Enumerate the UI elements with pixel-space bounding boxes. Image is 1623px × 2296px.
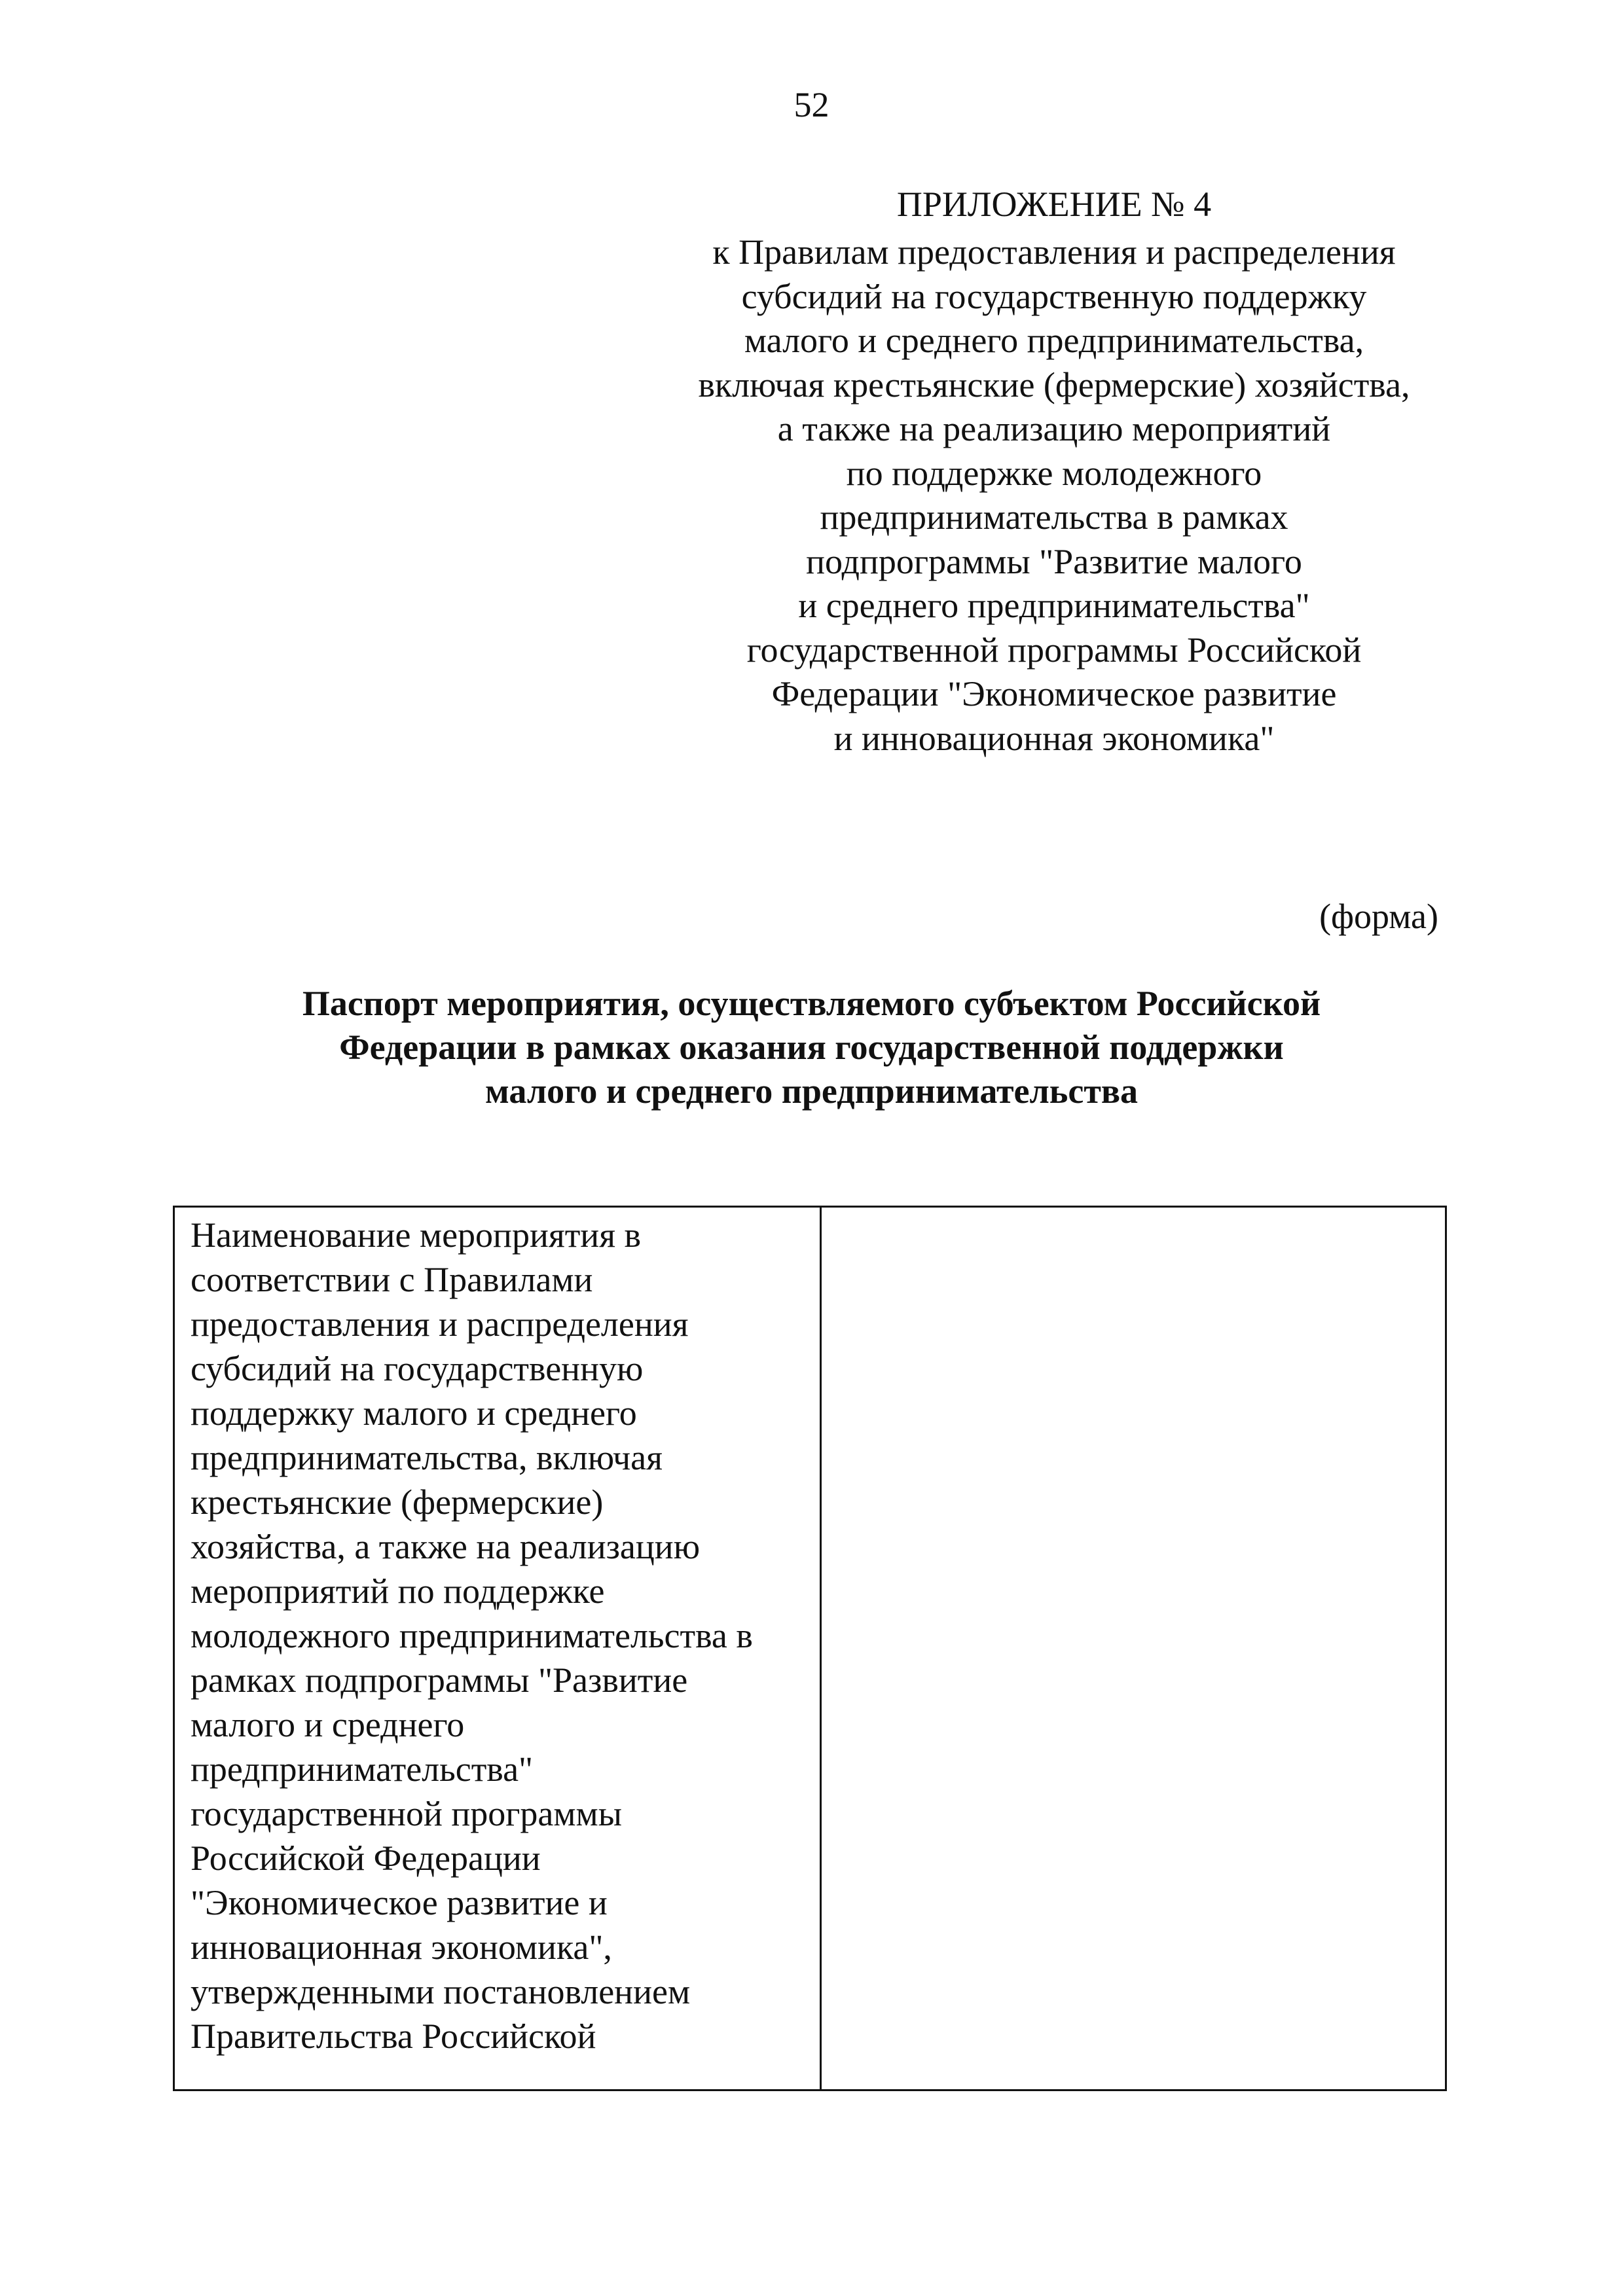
appendix-line: субсидий на государственную поддержку (741, 276, 1367, 316)
appendix-block (615, 178, 1493, 761)
passport-table (173, 1206, 1447, 2091)
document-title-line: Паспорт мероприятия, осуществляемого субъектом Российской (302, 984, 1321, 1023)
table-cell-line: государственной программы (191, 1794, 622, 1833)
appendix-line: подпрограммы "Развитие малого (806, 541, 1302, 581)
table-cell-line: крестьянские (фермерские) (191, 1482, 604, 1522)
appendix-line: государственной программы Российской (746, 630, 1362, 670)
appendix-line: и инновационная экономика" (833, 718, 1275, 758)
form-note: (форма) (1319, 897, 1438, 936)
table-cell-line: молодежного предпринимательства в (191, 1616, 753, 1655)
table-cell-line: поддержку малого и среднего (191, 1393, 637, 1433)
document-title (0, 982, 1623, 1113)
page-number: 52 (793, 85, 830, 124)
table-cell-line: соответствии с Правилами (191, 1260, 593, 1299)
table-cell-line: утвержденными постановлением (191, 1972, 691, 2011)
document-title-line: малого и среднего предпринимательства (484, 1071, 1139, 1111)
table-cell-line: мероприятий по поддержке (191, 1571, 605, 1611)
appendix-line: а также на реализацию мероприятий (777, 409, 1331, 448)
table-cell-line: Российской Федерации (191, 1839, 541, 1878)
appendix-line: и среднего предпринимательства" (798, 586, 1310, 625)
appendix-line: к Правилам предоставления и распределения (712, 232, 1396, 272)
table-cell-line: предпринимательства, включая (191, 1438, 663, 1477)
appendix-line: Федерации "Экономическое развитие (771, 674, 1337, 713)
table-cell-event-name-label (175, 1208, 822, 2089)
appendix-line: включая крестьянские (фермерские) хозяйства, (698, 365, 1410, 404)
table-cell-line: хозяйства, а также на реализацию (191, 1527, 701, 1566)
table-cell-line: "Экономическое развитие и (191, 1883, 608, 1922)
appendix-line: предпринимательства в рамках (820, 497, 1288, 537)
table-cell-event-name-value (822, 1208, 1445, 2089)
table-cell-line: малого и среднего (191, 1705, 465, 1744)
table-cell-line: рамках подпрограммы "Развитие (191, 1660, 688, 1700)
table-cell-line: инновационная экономика", (191, 1928, 612, 1967)
table-cell-line: предпринимательства" (191, 1749, 534, 1789)
document-title-line: Федерации в рамках оказания государственной поддержки (339, 1028, 1284, 1067)
appendix-title: ПРИЛОЖЕНИЕ № 4 (896, 185, 1212, 224)
appendix-line: по поддержке молодежного (846, 453, 1262, 493)
appendix-line: малого и среднего предпринимательства, (744, 321, 1364, 360)
table-cell-line: предоставления и распределения (191, 1304, 689, 1344)
table-cell-line: Правительства Российской (191, 2017, 596, 2056)
table-cell-line: субсидий на государственную (191, 1349, 644, 1388)
table-cell-line: Наименование мероприятия в (191, 1215, 642, 1255)
